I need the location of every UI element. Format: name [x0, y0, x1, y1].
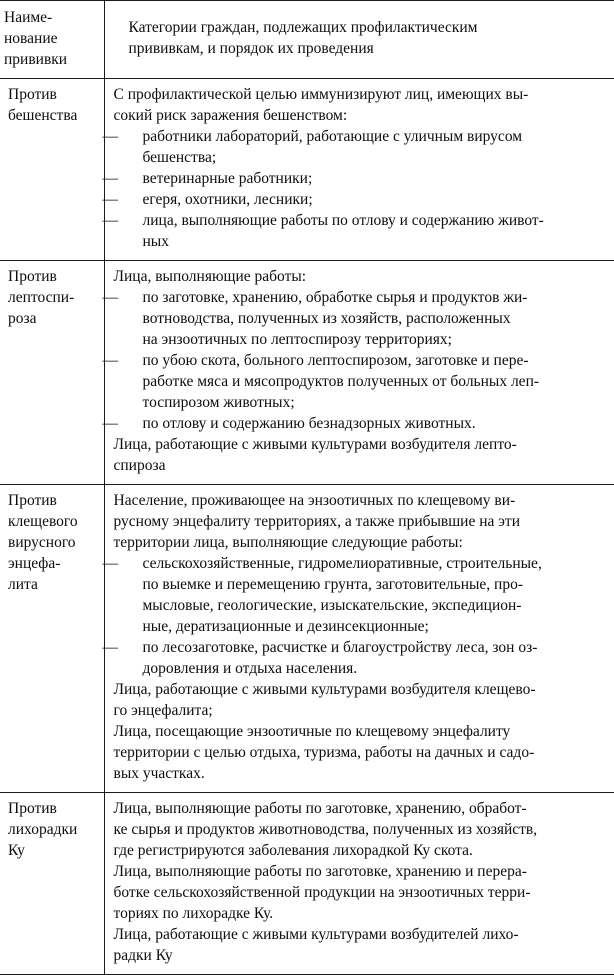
- vaccine-name-line: Ку: [8, 842, 25, 859]
- list-item: [102, 189, 611, 210]
- em-dash-icon: —: [102, 212, 118, 229]
- cell-vaccine-name: [0, 793, 104, 975]
- paragraph-line: Лица, выполняющие работы по заготовке, хранению, обработ-: [113, 800, 527, 817]
- vaccine-name-line: прививки: [4, 51, 68, 68]
- list-item-first-line: — по убою скота, больного лептоспирозом, заготовке и пере-: [102, 352, 529, 369]
- paragraph: [114, 924, 611, 966]
- vaccine-name-line: бешенства: [8, 107, 78, 124]
- paragraph: [114, 798, 611, 861]
- list-item-continuation-line: работке мяса и мясопродуктов полученных от больных леп-: [142, 373, 540, 390]
- column-header-vaccine-name: [0, 1, 104, 79]
- em-dash-icon: —: [102, 352, 118, 369]
- list-item-continuation-line: мысловые, геологические, изыскательские, экспедицион-: [142, 597, 522, 614]
- list-item-first-line: — по лесозаготовке, расчистке и благоустройству леса, зон оз-: [102, 639, 538, 656]
- vaccine-name-line: лита: [8, 576, 38, 593]
- list-item-continuation-line: ные, дератизационные и дезинсекционные;: [142, 618, 429, 635]
- table-header: [0, 1, 614, 79]
- cell-vaccine-name: [0, 261, 104, 485]
- list-item: [102, 413, 611, 434]
- list-item: [102, 210, 611, 252]
- paragraph-line: Лица, работающие с живыми культурами возбудителя клещево-: [113, 681, 536, 698]
- em-dash-icon: —: [102, 170, 118, 187]
- em-dash-icon: —: [102, 191, 118, 208]
- em-dash-icon: —: [102, 639, 118, 656]
- cell-citizen-categories: [104, 793, 614, 975]
- paragraph-line: го энцефалита;: [113, 702, 213, 719]
- vaccine-name-line: Против: [8, 800, 57, 817]
- list-item: [102, 553, 611, 637]
- vaccine-name-line: лихорадки: [8, 821, 78, 838]
- table-body: [0, 79, 614, 975]
- list-item-continuation-line: тоспирозом животных;: [142, 394, 295, 411]
- paragraph-line: Лица, работающие с живыми культурами возбудителей лихо-: [113, 926, 519, 943]
- list-item-first-line: — по отлову и содержанию безнадзорных животных.: [102, 415, 476, 432]
- header-row: [0, 1, 614, 79]
- column-header-line: Категории граждан, подлежащих профилактическим: [128, 19, 478, 36]
- vaccine-name: [8, 490, 98, 595]
- list-item-continuation-line: по выемке и перемещению грунта, заготовительные, про-: [142, 576, 524, 593]
- vaccine-name-line: роза: [8, 310, 37, 327]
- cell-citizen-categories: [104, 261, 614, 485]
- paragraph-line: радки Ку: [113, 947, 173, 964]
- em-dash-icon: —: [102, 128, 118, 145]
- paragraph-line: Лица, работающие с живыми культурами возбудителя лепто-: [113, 436, 517, 453]
- paragraph-line: ботке сельскохозяйственной продукции на энзоотичных терри-: [113, 884, 531, 901]
- list-item-first-line: — сельскохозяйственные, гидромелиоративные, строительные,: [102, 555, 542, 572]
- column-header-citizen-categories-text: [129, 17, 591, 59]
- cell-vaccine-name: [0, 79, 104, 261]
- vaccine-name-line: лептоспи-: [8, 289, 75, 306]
- table-row: [0, 793, 614, 975]
- list-item-continuation-line: вотноводства, полученных из хозяйств, расположенных: [142, 310, 511, 327]
- em-dash-icon: —: [102, 555, 118, 572]
- list-item: [102, 350, 611, 413]
- paragraph-line: территории с целью отдыха, туризма, работы на дачных и садо-: [113, 744, 535, 761]
- list-item: [102, 287, 611, 350]
- paragraph: [114, 490, 611, 553]
- paragraph-line: где регистрируются заболевания лихорадкой Ку скота.: [113, 842, 473, 859]
- column-header-citizen-categories: [104, 1, 614, 79]
- vaccine-name-line: Против: [8, 492, 57, 509]
- table-row: [0, 79, 614, 261]
- cell-citizen-categories: [104, 485, 614, 793]
- paragraph-line: Лица, выполняющие работы:: [113, 268, 307, 285]
- list-item-continuation-line: на энзоотичных по лептоспирозу территориях;: [142, 331, 452, 348]
- vaccine-name-line: Против: [8, 86, 57, 103]
- paragraph-line: Лица, посещающие энзоотичные по клещевому энцефалиту: [113, 723, 511, 740]
- paragraph-line: ке сырья и продуктов животноводства, полученных из хозяйств,: [113, 821, 538, 838]
- paragraph-line: спироза: [113, 457, 166, 474]
- citizen-categories-content: [114, 798, 611, 966]
- vaccine-name: [8, 84, 98, 126]
- list-item-continuation-line: доровления и отдыха населения.: [142, 660, 358, 677]
- list-item-continuation-line: ных: [142, 233, 169, 250]
- vaccine-name-line: вирусного: [8, 534, 76, 551]
- paragraph: [114, 84, 611, 126]
- list-item-first-line: — работники лабораторий, работающие с уличным вирусом: [102, 128, 523, 145]
- em-dash-icon: —: [102, 415, 118, 432]
- vaccine-name: [8, 798, 98, 861]
- paragraph: [114, 721, 611, 784]
- list-item-first-line: — егеря, охотники, лесники;: [102, 191, 313, 208]
- paragraph: [114, 266, 611, 287]
- paragraph-line: С профилактической целью иммунизируют лиц, имеющих вы-: [113, 86, 529, 103]
- citizen-categories-content: [102, 84, 611, 252]
- cell-citizen-categories: [104, 79, 614, 261]
- list-item-first-line: — лица, выполняющие работы по отлову и содержанию живот-: [102, 212, 544, 229]
- vaccine-name-line: клещевого: [8, 513, 78, 530]
- list-item: [102, 168, 611, 189]
- citizen-categories-content: [102, 490, 611, 784]
- paragraph-line: Население, проживающее на энзоотичных по клещевому ви-: [113, 492, 516, 509]
- paragraph: [114, 861, 611, 924]
- paragraph-line: вых участках.: [113, 765, 205, 782]
- paragraph: [114, 434, 611, 476]
- paragraph-line: ториях по лихорадке Ку.: [113, 905, 274, 922]
- vaccine-name-line: Против: [8, 268, 57, 285]
- cell-vaccine-name: [0, 485, 104, 793]
- vaccine-name: [8, 266, 98, 329]
- list-item: [102, 637, 611, 679]
- vaccine-name-line: энцефа-: [8, 555, 61, 572]
- list-item: [102, 126, 611, 168]
- table-row: [0, 261, 614, 485]
- paragraph-line: территории лица, выполняющие следующие работы:: [113, 534, 463, 551]
- vaccine-name-line: Наиме-: [4, 9, 53, 26]
- list-item-first-line: — ветеринарные работники;: [102, 170, 313, 187]
- list-item-first-line: — по заготовке, хранению, обработке сырья и продуктов жи-: [102, 289, 528, 306]
- table-row: [0, 485, 614, 793]
- paragraph: [114, 679, 611, 721]
- em-dash-icon: —: [102, 289, 118, 306]
- paragraph-line: русному энцефалиту территориях, а также прибывшие на эти: [113, 513, 520, 530]
- list-item-continuation-line: бешенства;: [142, 149, 217, 166]
- column-header-vaccine-name-text: [4, 7, 100, 70]
- column-header-line: прививкам, и порядок их проведения: [128, 40, 374, 57]
- vaccine-name-line: нование: [4, 30, 58, 47]
- citizen-categories-content: [102, 266, 611, 476]
- paragraph-line: Лица, выполняющие работы по заготовке, хранению и перера-: [113, 863, 527, 880]
- paragraph-line: сокий риск заражения бешенством:: [113, 107, 348, 124]
